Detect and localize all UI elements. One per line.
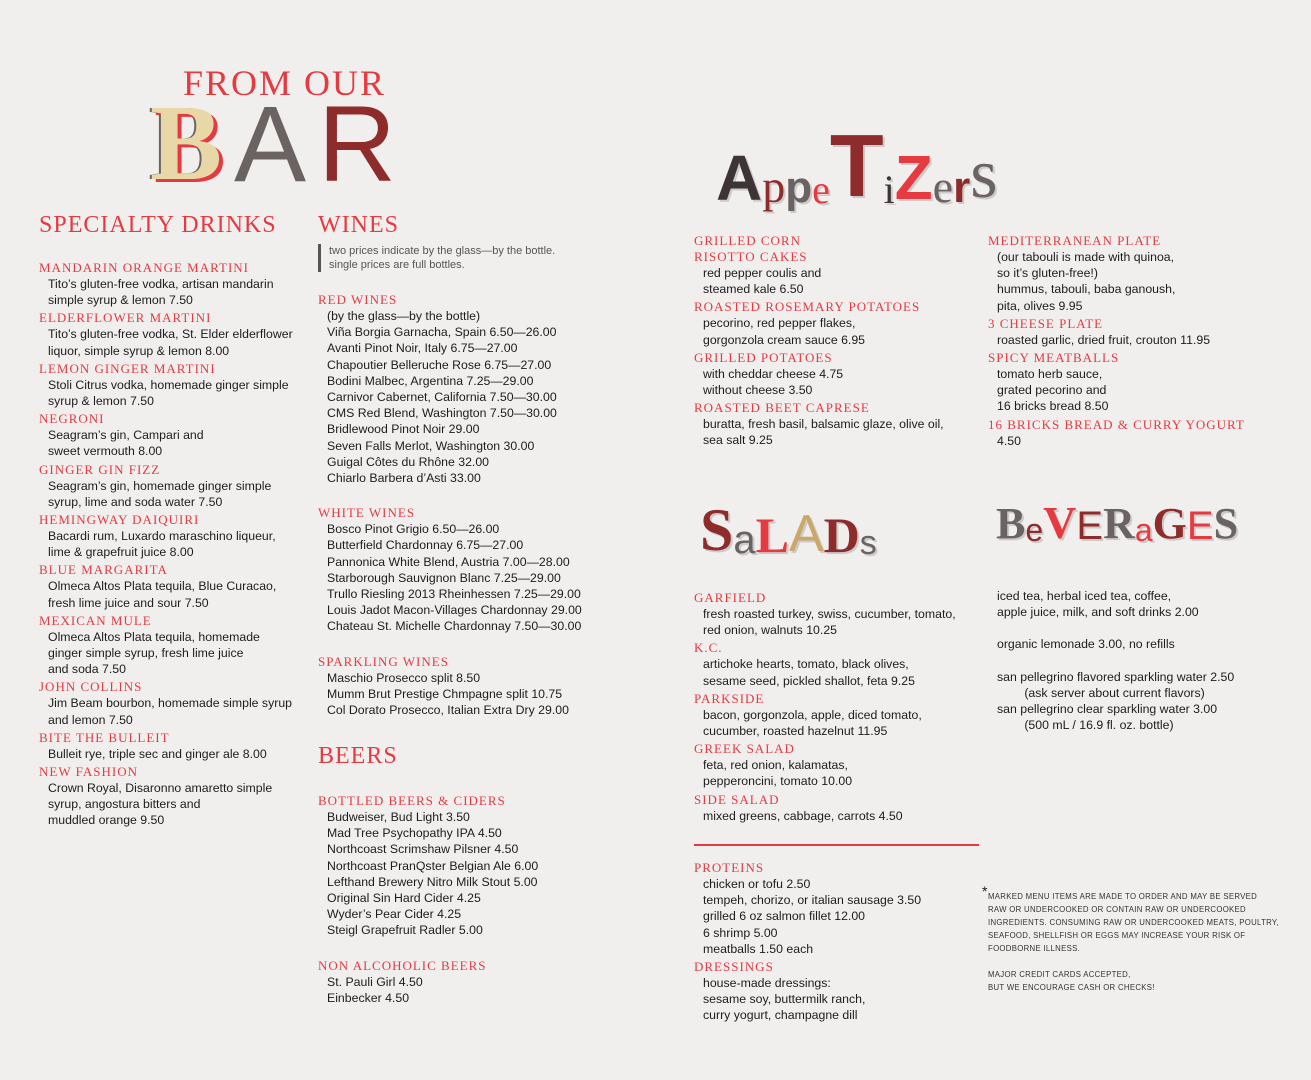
- item-name: K.C.: [694, 640, 723, 656]
- menu-item: [694, 233, 984, 297]
- group-line: Chateau St. Michelle Chardonnay 7.50—30.00: [327, 619, 582, 634]
- beverage-line: iced tea, herbal iced tea, coffee, apple juice, milk, and soft drinks 2.00: [997, 589, 1199, 620]
- drink-item: [39, 260, 309, 308]
- item-name: PARKSIDE: [694, 690, 765, 706]
- item-name: 3 CHEESE PLATE: [988, 315, 1104, 331]
- drink-item: [39, 462, 309, 510]
- group-line: Northcoast Scrimshaw Pilsner 4.50: [327, 842, 519, 857]
- title-letter: E: [1186, 504, 1214, 548]
- drink-name: LEMON GINGER MARTINI: [39, 360, 216, 376]
- title-letter: B: [996, 499, 1026, 548]
- group-line: Maschio Prosecco split 8.50: [327, 670, 481, 685]
- footnote-warning: MARKED MENU ITEMS ARE MADE TO ORDER AND MAY BE SERVED RAW OR UNDERCOOKED OR CONTAIN RAW OR UNDERCOOKED INGREDIENTS. CONSUMING RAW OR UNDERCOOKED MEATS, POULTRY, SEAFOOD, SHELLFISH OR EGGS MAY INCREASE YOUR RISK OF FOODBORNE ILLNESS.: [988, 892, 1279, 953]
- group-line: Lefthand Brewery Nitro Milk Stout 5.00: [327, 874, 538, 889]
- item-name: 16 BRICKS BREAD & CURRY YOGURT: [988, 416, 1245, 432]
- wines-list: [318, 292, 618, 718]
- menu-item: [694, 741, 984, 789]
- title-letter: V: [1043, 497, 1077, 548]
- title-letter: e: [932, 161, 954, 212]
- beverage-group: [318, 793, 618, 939]
- group-line: (by the glass—by the bottle): [327, 309, 481, 323]
- footnote: [982, 883, 1282, 994]
- beverage-group: [318, 292, 618, 486]
- menu-item: [988, 316, 1288, 348]
- group-name: RED WINES: [318, 292, 398, 307]
- beverage-line: organic lemonade 3.00, no refills: [997, 637, 1175, 652]
- group-line: Chapoutier Belleruche Rose 6.75—27.00: [327, 357, 552, 372]
- menu-item: [694, 640, 984, 688]
- section-divider: [694, 844, 979, 846]
- title-letter: p: [785, 163, 813, 212]
- item-description: chicken or tofu 2.50 tempeh, chorizo, or italian sausage 3.50 grilled 6 oz salmon fillet 12.00 6 shrimp 5.00 meatballs 1.50 each: [703, 877, 922, 956]
- salads-column: [694, 588, 984, 824]
- bar-title-letter-b: B: [150, 84, 223, 203]
- title-letter: A: [788, 505, 824, 563]
- title-letter: a: [1134, 512, 1153, 548]
- appetizers-title: [716, 116, 1096, 215]
- title-letter: E: [1076, 504, 1104, 548]
- specialty-drinks-list: [39, 260, 309, 829]
- appetizers-right-column: [988, 231, 1288, 449]
- item-description: mixed greens, cabbage, carrots 4.50: [703, 808, 903, 823]
- group-line: CMS Red Blend, Washington 7.50—30.00: [327, 406, 557, 421]
- item-name: DRESSINGS: [694, 959, 774, 975]
- extras-column: [694, 858, 984, 1024]
- menu-item: [694, 590, 984, 638]
- group-line: Trullo Riesling 2013 Rheinhessen 7.25—29.00: [327, 587, 581, 602]
- bar-title-letter-r: R: [318, 83, 396, 204]
- drink-description: Jim Beam bourbon, homemade simple syrup and lemon 7.50: [48, 696, 292, 727]
- item-description: tomato herb sauce, grated pecorino and 16 bricks bread 8.50: [997, 367, 1109, 414]
- menu-item: [694, 860, 984, 957]
- menu-item: [694, 299, 984, 347]
- group-line: Chiarlo Barbera d’Asti 33.00: [327, 471, 481, 486]
- menu-item: [694, 350, 984, 398]
- wines-column: [318, 212, 618, 718]
- group-line: Budweiser, Bud Light 3.50: [327, 810, 470, 824]
- drink-name: BITE THE BULLEIT: [39, 729, 170, 745]
- drink-name: HEMINGWAY DAIQUIRI: [39, 512, 200, 528]
- group-line: Seven Falls Merlot, Washington 30.00: [327, 438, 535, 453]
- drink-item: [39, 361, 309, 409]
- salads-title: [700, 490, 900, 563]
- title-letter: p: [762, 161, 786, 212]
- group-line: Wyder’s Pear Cider 4.25: [327, 907, 462, 922]
- beverages-title: [996, 490, 1266, 546]
- drink-description: Bulleit rye, triple sec and ginger ale 8.00: [48, 746, 267, 761]
- title-letter: i: [883, 167, 895, 212]
- beverage-group: [318, 505, 618, 634]
- item-description: artichoke hearts, tomato, black olives, sesame seed, pickled shallot, feta 9.25: [703, 657, 915, 688]
- beverage-group: [318, 654, 618, 719]
- item-name: ROASTED ROSEMARY POTATOES: [694, 299, 921, 315]
- specialty-drinks-heading: SPECIALTY DRINKS: [39, 212, 277, 238]
- item-name: SPICY MEATBALLS: [988, 350, 1120, 366]
- item-name: GRILLED CORN RISOTTO CAKES: [694, 233, 808, 264]
- menu-item: [694, 959, 984, 1024]
- drink-item: [39, 310, 309, 358]
- group-line: Original Sin Hard Cider 4.25: [327, 891, 481, 906]
- item-description: fresh roasted turkey, swiss, cucumber, tomato, red onion, walnuts 10.25: [703, 607, 956, 638]
- drink-description: Bacardi rum, Luxardo maraschino liqueur, lime & grapefruit juice 8.00: [48, 529, 276, 560]
- appetizers-left-list: [694, 233, 984, 449]
- drink-name: MANDARIN ORANGE MARTINI: [39, 260, 249, 275]
- drink-name: NEW FASHION: [39, 764, 138, 780]
- group-line: Einbecker 4.50: [327, 990, 410, 1005]
- title-letter: s: [859, 524, 877, 562]
- beers-heading: BEERS: [318, 743, 398, 769]
- group-line: Louis Jadot Macon-Villages Chardonnay 29.00: [327, 603, 582, 618]
- menu-item: [988, 417, 1288, 449]
- group-line: Mad Tree Psychopathy IPA 4.50: [327, 826, 502, 841]
- beers-list: [318, 793, 618, 1006]
- menu-item: [988, 350, 1288, 415]
- group-line: Carnivor Cabernet, California 7.50—30.00: [327, 390, 557, 405]
- drink-description: Seagram’s gin, homemade ginger simple syrup, lime and soda water 7.50: [48, 478, 272, 509]
- menu-item: [694, 400, 984, 448]
- drink-item: [39, 562, 309, 610]
- drink-name: MEXICAN MULE: [39, 612, 152, 628]
- item-description: (our tabouli is made with quinoa, so it’s gluten-free!) hummus, tabouli, baba ganoush, pita, olives 9.95: [997, 250, 1176, 313]
- extras-list: [694, 860, 984, 1024]
- drink-description: Tito’s gluten-free vodka, St. Elder elderflower liquor, simple syrup & lemon 8.00: [48, 327, 293, 358]
- bar-title-line1: FROM OUR: [183, 63, 387, 103]
- appetizers-right-list: [988, 233, 1288, 449]
- drink-item: [39, 411, 309, 459]
- item-description: 4.50: [997, 433, 1021, 448]
- item-description: pecorino, red pepper flakes, gorgonzola cream sauce 6.95: [703, 316, 866, 347]
- group-name: SPARKLING WINES: [318, 653, 449, 669]
- group-line: Northcoast PranQster Belgian Ale 6.00: [327, 858, 539, 873]
- item-description: red pepper coulis and steamed kale 6.50: [703, 266, 822, 297]
- item-name: SIDE SALAD: [694, 791, 780, 807]
- menu-item: [988, 233, 1288, 314]
- title-letter: R: [1103, 499, 1135, 548]
- group-name: NON ALCOHOLIC BEERS: [318, 957, 487, 973]
- title-letter: a: [733, 518, 756, 562]
- footnote-payment: MAJOR CREDIT CARDS ACCEPTED, BUT WE ENCOURAGE CASH OR CHECKS!: [988, 970, 1155, 992]
- item-description: buratta, fresh basil, balsamic glaze, olive oil, sea salt 9.25: [703, 417, 944, 448]
- item-name: GREEK SALAD: [694, 741, 795, 757]
- title-letter: e: [812, 167, 830, 212]
- drink-name: NEGRONI: [39, 411, 105, 427]
- drink-description: Olmeca Altos Plata tequila, homemade ginger simple syrup, fresh lime juice and soda 7.50: [48, 629, 260, 677]
- beverage-line: san pellegrino flavored sparkling water 2.50 (ask server about current flavors) san pellegrino clear sparkling water 3.00 (500 mL / 16.9 fl. oz. bottle): [997, 669, 1235, 733]
- title-letter: L: [755, 507, 789, 563]
- group-name: WHITE WINES: [318, 505, 416, 521]
- title-letter: S: [700, 497, 734, 563]
- wines-price-note: two prices indicate by the glass—by the bottle. single prices are full bottles.: [329, 245, 556, 271]
- group-line: Butterfield Chardonnay 6.75—27.00: [327, 538, 524, 553]
- item-name: GARFIELD: [694, 590, 767, 605]
- title-letter: T: [829, 116, 884, 215]
- group-line: Starborough Sauvignon Blanc 7.25—29.00: [327, 570, 561, 585]
- drink-description: Tito’s gluten-free vodka, artisan mandarin simple syrup & lemon 7.50: [48, 277, 274, 308]
- item-name: MEDITERRANEAN PLATE: [988, 233, 1162, 248]
- item-description: house-made dressings: sesame soy, buttermilk ranch, curry yogurt, champagne dill: [703, 976, 866, 1023]
- title-letter: s: [970, 136, 998, 213]
- item-description: roasted garlic, dried fruit, crouton 11.95: [997, 332, 1211, 347]
- group-line: Mumm Brut Prestige Chmpagne split 10.75: [327, 686, 563, 701]
- group-line: Bosco Pinot Grigio 6.50—26.00: [327, 522, 500, 537]
- group-line: Steigl Grapefruit Radler 5.00: [327, 923, 483, 938]
- title-letter: Z: [894, 144, 933, 213]
- drink-name: JOHN COLLINS: [39, 679, 143, 695]
- bar-title: [150, 62, 410, 202]
- drink-description: Crown Royal, Disaronno amaretto simple syrup, angostura bitters and muddled orange 9.50: [48, 781, 273, 828]
- group-line: Avanti Pinot Noir, Italy 6.75—27.00: [327, 341, 518, 356]
- title-letter: G: [1152, 499, 1187, 548]
- title-letter: D: [823, 507, 860, 563]
- title-letter: e: [1025, 512, 1044, 548]
- group-line: Bodini Malbec, Argentina 7.25—29.00: [327, 373, 534, 388]
- drink-item: [39, 730, 309, 762]
- drink-name: GINGER GIN FIZZ: [39, 461, 161, 477]
- specialty-drinks-column: [39, 212, 309, 829]
- group-line: Pannonica White Blend, Austria 7.00—28.00: [327, 554, 570, 569]
- drink-item: [39, 613, 309, 678]
- menu-item: [694, 792, 984, 824]
- group-line: Viña Borgia Garnacha, Spain 6.50—26.00: [327, 325, 557, 340]
- group-line: Col Dorato Prosecco, Italian Extra Dry 29.00: [327, 703, 569, 718]
- group-line: St. Pauli Girl 4.50: [327, 974, 423, 989]
- item-description: with cheddar cheese 4.75 without cheese 3.50: [703, 366, 844, 398]
- title-letter: A: [716, 142, 763, 214]
- drink-description: Olmeca Altos Plata tequila, Blue Curacao, fresh lime juice and sour 7.50: [48, 579, 277, 610]
- bar-title-letter-a: A: [234, 83, 307, 204]
- item-description: feta, red onion, kalamatas, pepperoncini, tomato 10.00: [703, 758, 853, 789]
- drink-description: Seagram’s gin, Campari and sweet vermouth 8.00: [48, 428, 204, 459]
- item-name: PROTEINS: [694, 860, 765, 875]
- menu-item: [694, 691, 984, 739]
- beverages-column: [997, 588, 1297, 733]
- title-letter: S: [1213, 499, 1239, 548]
- beverage-group: [318, 958, 618, 1006]
- wines-heading: WINES: [318, 212, 399, 238]
- group-line: Guigal Côtes du Rhône 32.00: [327, 454, 490, 469]
- item-name: ROASTED BEET CAPRESE: [694, 400, 870, 416]
- drink-name: ELDERFLOWER MARTINI: [39, 310, 212, 326]
- footnote-asterisk: *: [982, 883, 988, 899]
- item-name: GRILLED POTATOES: [694, 349, 833, 365]
- group-name: BOTTLED BEERS & CIDERS: [318, 793, 506, 808]
- drink-item: [39, 764, 309, 829]
- salads-list: [694, 590, 984, 824]
- title-letter: r: [953, 163, 971, 212]
- item-description: bacon, gorgonzola, apple, diced tomato, cucumber, roasted hazelnut 11.95: [703, 707, 922, 739]
- drink-description: Stoli Citrus vodka, homemade ginger simple syrup & lemon 7.50: [48, 377, 289, 409]
- beers-column: [318, 743, 618, 1006]
- drink-item: [39, 679, 309, 727]
- drink-name: BLUE MARGARITA: [39, 562, 168, 578]
- drink-item: [39, 512, 309, 560]
- appetizers-left-column: [694, 231, 984, 449]
- group-line: Bridlewood Pinot Noir 29.00: [327, 422, 480, 437]
